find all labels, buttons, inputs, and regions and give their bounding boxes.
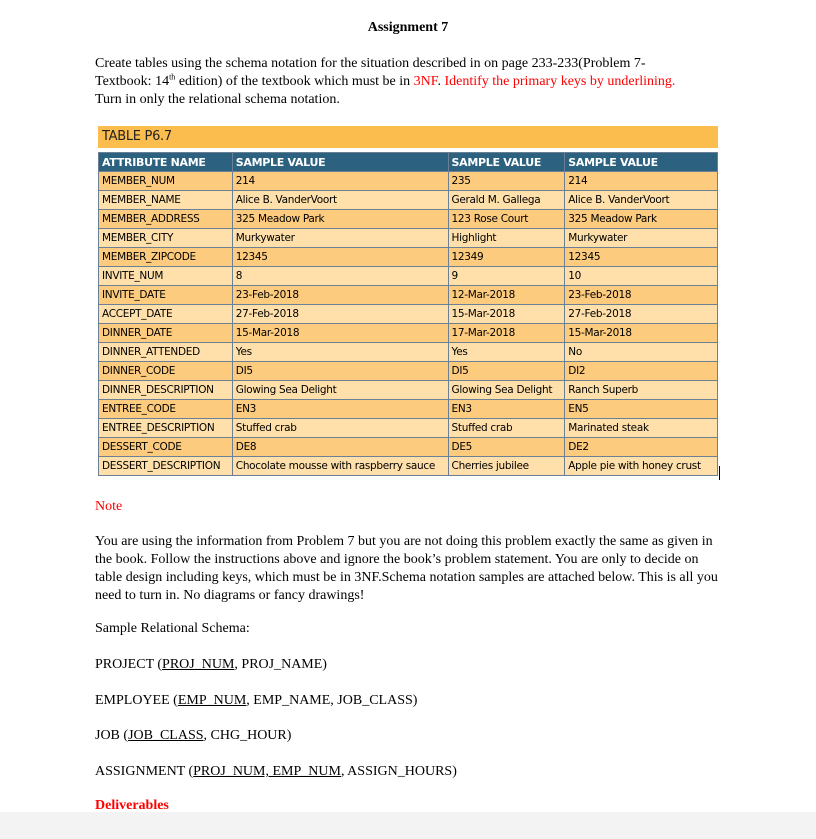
table-row [99,324,718,343]
table-row [99,172,718,191]
attribute-name-cell: DINNER_CODE [99,362,233,381]
attribute-name-cell: MEMBER_ADDRESS [99,210,233,229]
intro-paragraph [95,55,695,109]
column-header: SAMPLE VALUE [448,153,565,172]
intro-primary-keys-highlight: Identify the primary keys by underlining. [444,74,676,89]
sample-value-cell: Stuffed crab [448,419,565,438]
column-header: SAMPLE VALUE [232,153,448,172]
sample-schema-heading: Sample Relational Schema: [95,621,250,636]
sample-value-cell: No [565,343,718,362]
attribute-name-cell: DINNER_ATTENDED [99,343,233,362]
sample-value-cell: 12349 [448,248,565,267]
sample-value-cell: DI2 [565,362,718,381]
table-row [99,419,718,438]
sample-value-cell: 214 [565,172,718,191]
sample-value-cell: EN3 [232,400,448,419]
deliverables-heading: Deliverables [95,798,169,813]
sample-value-cell: Glowing Sea Delight [448,381,565,400]
table-row [99,191,718,210]
attribute-name-cell: MEMBER_CITY [99,229,233,248]
sample-value-cell: Yes [448,343,565,362]
intro-text: edition) of the textbook which must be in [175,74,414,89]
attribute-name-cell: MEMBER_NAME [99,191,233,210]
attribute-name-cell: DESSERT_CODE [99,438,233,457]
sample-value-cell: EN3 [448,400,565,419]
sample-value-cell: Alice B. VanderVoort [232,191,448,210]
intro-text: . [437,74,445,89]
sample-value-cell: 23-Feb-2018 [232,286,448,305]
schema-primary-key: PROJ_NUM, EMP_NUM [193,764,341,779]
schema-attributes: , ASSIGN_HOURS) [340,764,457,779]
table-row [99,457,718,476]
table-header-row [99,153,718,172]
table-caption: TABLE P6.7 [98,126,718,148]
schema-line [95,727,695,745]
sample-value-cell: 15-Mar-2018 [232,324,448,343]
column-header: SAMPLE VALUE [565,153,718,172]
table-row [99,400,718,419]
sample-value-cell: Alice B. VanderVoort [565,191,718,210]
schema-primary-key: JOB_CLASS [128,728,204,743]
sample-value-cell: Chocolate mousse with raspberry sauce [232,457,448,476]
table-row [99,248,718,267]
schema-primary-key: EMP_NUM [177,693,247,708]
schema-table-name: JOB ( [95,728,129,743]
table-row [99,210,718,229]
schema-table-name: PROJECT ( [95,657,163,672]
attribute-name-cell: MEMBER_NUM [99,172,233,191]
sample-value-cell: 12-Mar-2018 [448,286,565,305]
sample-value-cell: DE5 [448,438,565,457]
attribute-name-cell: DINNER_DATE [99,324,233,343]
sample-value-cell: Ranch Superb [565,381,718,400]
sample-value-cell: Cherries jubilee [448,457,565,476]
sample-value-cell: Stuffed crab [232,419,448,438]
table-row [99,438,718,457]
sample-value-cell: Gerald M. Gallega [448,191,565,210]
attribute-name-cell: ENTREE_DESCRIPTION [99,419,233,438]
intro-text: Create tables using the schema notation for the situation described in on page 233-233(Problem 7- Textbook: 14 [95,56,646,89]
sample-value-cell: 27-Feb-2018 [565,305,718,324]
sample-value-cell: Marinated steak [565,419,718,438]
sample-value-cell: DI5 [448,362,565,381]
intro-3nf-highlight: 3NF [413,74,438,89]
sample-value-cell: 15-Mar-2018 [448,305,565,324]
table-row [99,286,718,305]
sample-value-cell: Glowing Sea Delight [232,381,448,400]
sample-value-cell: DE8 [232,438,448,457]
table-row [99,343,718,362]
attribute-name-cell: ENTREE_CODE [99,400,233,419]
schema-attributes: , CHG_HOUR) [203,728,292,743]
sample-value-cell: Yes [232,343,448,362]
schema-table-name: EMPLOYEE ( [95,693,178,708]
sample-value-cell: EN5 [565,400,718,419]
sample-value-cell: Murkywater [232,229,448,248]
attribute-name-cell: MEMBER_ZIPCODE [99,248,233,267]
sample-value-cell: 15-Mar-2018 [565,324,718,343]
sample-value-cell: 235 [448,172,565,191]
attribute-name-cell: DESSERT_DESCRIPTION [99,457,233,476]
schema-line [95,763,695,781]
sample-value-cell: 9 [448,267,565,286]
note-text: You are using the information from Problem 7 but you are not doing this problem exactly the same as given in the book. Follow the instructions above and ignore the book’s problem statement. You are only to decide on table design including keys, which must be in 3NF.Schema notation samples are attached below. This is all you need to turn in. No diagrams or fancy drawings! [95,534,718,603]
attribute-name-cell: ACCEPT_DATE [99,305,233,324]
schema-attributes: , PROJ_NAME) [234,657,327,672]
schema-attributes: , EMP_NAME, JOB_CLASS) [246,693,418,708]
sample-value-cell: 325 Meadow Park [565,210,718,229]
table-row [99,267,718,286]
note-heading: Note [95,499,123,514]
sample-value-cell: 12345 [232,248,448,267]
attribute-name-cell: DINNER_DESCRIPTION [99,381,233,400]
sample-value-cell: DE2 [565,438,718,457]
sample-value-cell: 12345 [565,248,718,267]
sample-value-cell: Apple pie with honey crust [565,457,718,476]
attribute-name-cell: INVITE_DATE [99,286,233,305]
page-title: Assignment 7 [367,20,449,35]
sample-value-cell: 17-Mar-2018 [448,324,565,343]
table-row [99,381,718,400]
sample-value-cell: Murkywater [565,229,718,248]
text-cursor [719,466,720,480]
schema-table-name: ASSIGNMENT ( [95,764,194,779]
intro-text: Turn in only the relational schema notation. [95,92,340,107]
sample-value-cell: DI5 [232,362,448,381]
attribute-table [98,152,718,476]
table-p6-7 [98,126,718,476]
sample-value-cell: Highlight [448,229,565,248]
attribute-name-cell: INVITE_NUM [99,267,233,286]
sample-value-cell: 10 [565,267,718,286]
sample-value-cell: 8 [232,267,448,286]
schema-primary-key: PROJ_NUM [162,657,235,672]
table-row [99,305,718,324]
sample-value-cell: 27-Feb-2018 [232,305,448,324]
schema-line [95,656,695,674]
schema-line [95,692,695,710]
table-row [99,362,718,381]
sample-value-cell: 123 Rose Court [448,210,565,229]
sample-value-cell: 23-Feb-2018 [565,286,718,305]
sample-value-cell: 325 Meadow Park [232,210,448,229]
column-header: ATTRIBUTE NAME [99,153,233,172]
table-row [99,229,718,248]
sample-value-cell: 214 [232,172,448,191]
intro-superscript: th [169,72,176,82]
